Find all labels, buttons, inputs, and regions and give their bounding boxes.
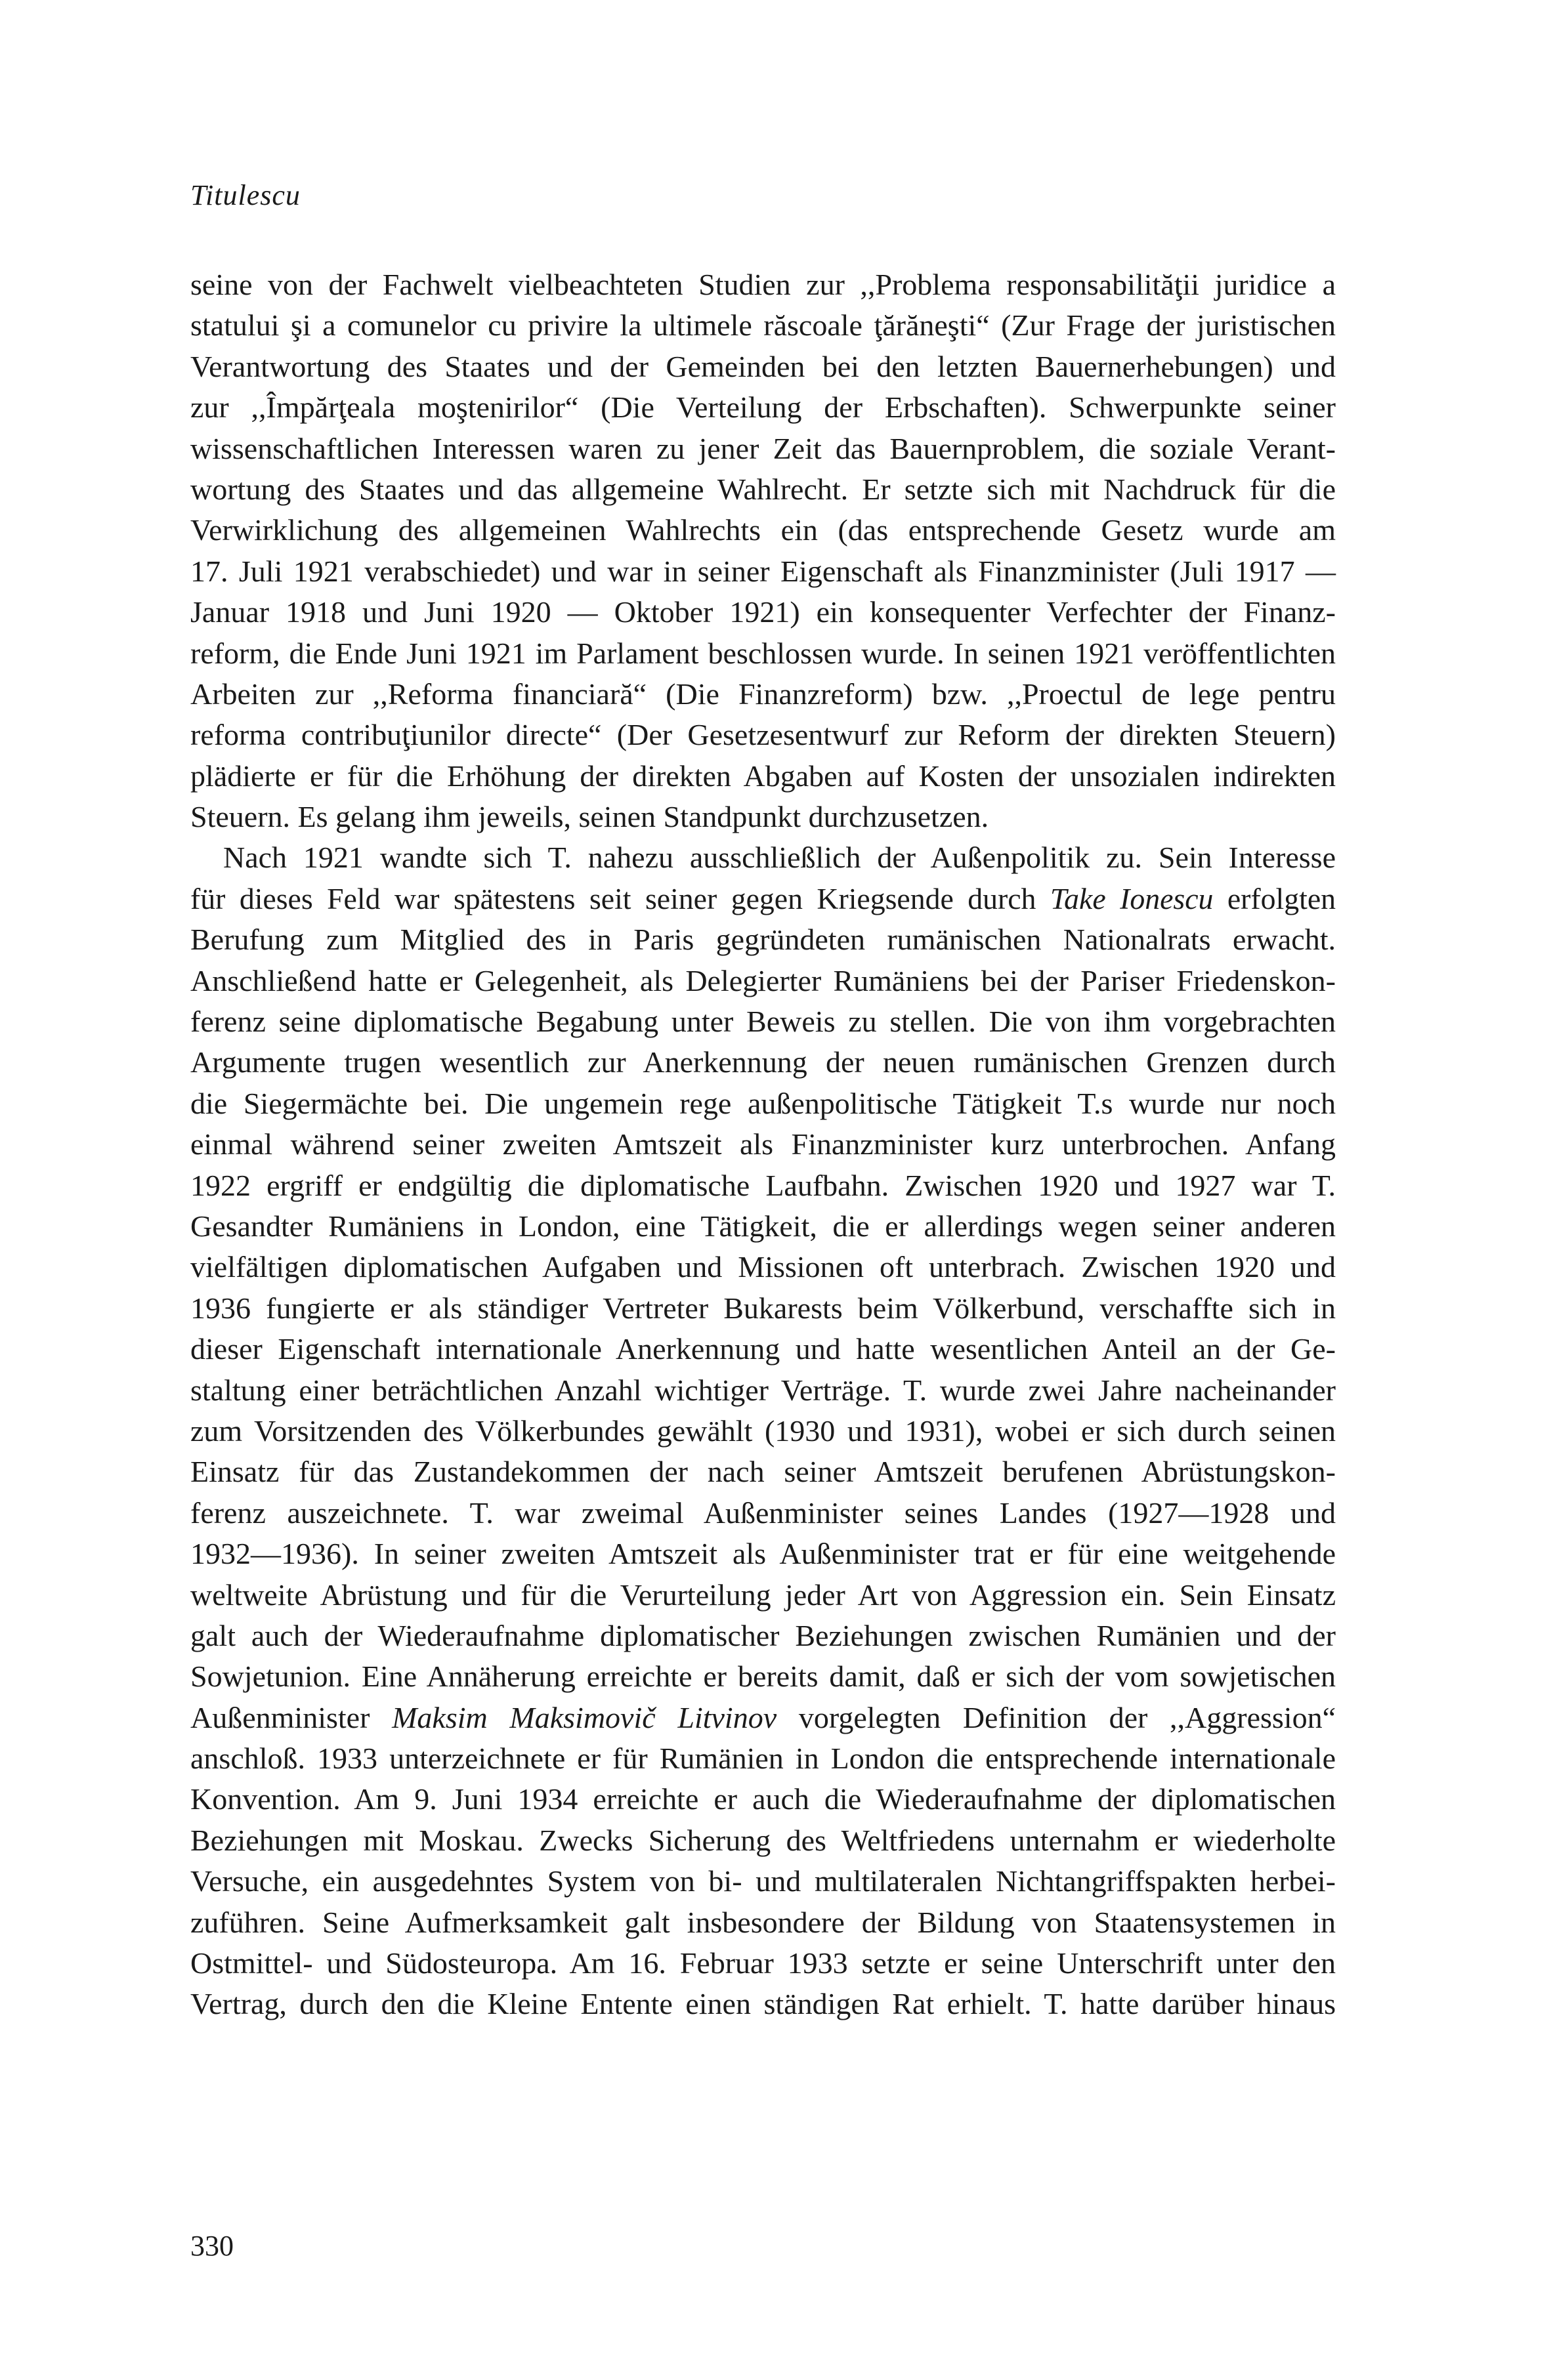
text-run: statului şi a comunelor cu privire la ultimele răscoale ţărăneşti“ (Zur Frage der juristischen — [190, 308, 1336, 343]
text-line — [190, 1329, 1336, 1369]
text-line — [190, 756, 1336, 797]
text-line — [190, 1411, 1336, 1451]
text-run: anschloß. 1933 unterzeichnete er für Rumänien in London die entsprechende internationale — [190, 1742, 1336, 1776]
text-run: Anschließend hatte er Gelegenheit, als Delegierter Rumäniens bei der Pariser Friedenskon- — [190, 963, 1336, 997]
text-run: Januar 1918 und Juni 1920 — Oktober 1921) ein konsequenter Verfechter der Finanz- — [190, 595, 1336, 629]
text-line — [190, 1247, 1336, 1287]
text-line — [190, 1984, 1336, 2024]
text-line — [190, 879, 1336, 919]
text-line — [190, 797, 1336, 837]
text-line — [190, 551, 1336, 592]
text-line — [190, 1083, 1336, 1124]
text-run: zur ,,Împărţeala moştenirilor“ (Die Verteilung der Erbschaften). Schwerpunkte seiner — [190, 390, 1336, 425]
text-run: Außenminister — [190, 1700, 393, 1734]
text-line — [190, 346, 1336, 387]
text-line — [190, 305, 1336, 346]
text-run: weltweite Abrüstung und für die Verurteilung jeder Art von Aggression ein. Sein Einsatz — [190, 1577, 1336, 1612]
text-run: galt auch der Wiederaufnahme diplomatischer Beziehungen zwischen Rumänien und der — [190, 1618, 1336, 1652]
text-line — [190, 592, 1336, 633]
text-line — [190, 1288, 1336, 1329]
text-run: Verwirklichung des allgemeinen Wahlrechts ein (das entsprechende Gesetz wurde am — [190, 513, 1336, 547]
text-line — [190, 1820, 1336, 1861]
italic-name: Take Ionescu — [1050, 881, 1214, 915]
text-run: für dieses Feld war spätestens seit seiner gegen Kriegsende durch — [190, 881, 1050, 915]
text-line — [190, 1738, 1336, 1779]
text-run: ferenz seine diplomatische Begabung unter Beweis zu stellen. Die von ihm vorgebrachten — [190, 1005, 1336, 1039]
text-line — [190, 715, 1336, 755]
text-run: dieser Eigenschaft internationale Anerkennung und hatte wesentlichen Anteil an der Ge- — [190, 1332, 1336, 1366]
text-line — [190, 1042, 1336, 1083]
text-line — [190, 387, 1336, 428]
text-line — [190, 837, 1336, 878]
text-line — [190, 264, 1336, 305]
text-run: wissenschaftlichen Interessen waren zu jener Zeit das Bauernproblem, die soziale Verant- — [190, 431, 1336, 465]
body-text — [190, 264, 1336, 2025]
text-run: Arbeiten zur ,,Reforma financiară“ (Die Finanzreform) bzw. ,,Proectul de lege pentru — [190, 677, 1336, 711]
text-line — [190, 1206, 1336, 1247]
text-line — [190, 1861, 1336, 1902]
text-line — [190, 1575, 1336, 1616]
text-run: reform, die Ende Juni 1921 im Parlament beschlossen wurde. In seinen 1921 veröffentlichten — [190, 636, 1336, 670]
text-run: zum Vorsitzenden des Völkerbundes gewählt (1930 und 1931), wobei er sich durch seinen — [190, 1413, 1336, 1448]
text-run: Verantwortung des Staates und der Gemeinden bei den letzten Bauernerhebungen) und — [190, 349, 1336, 383]
text-line — [190, 1616, 1336, 1656]
text-line — [190, 510, 1336, 551]
running-head: Titulescu — [190, 179, 301, 211]
text-run: Ostmittel- und Südosteuropa. Am 16. Februar 1933 setzte er seine Unterschrift unter den — [190, 1946, 1336, 1980]
text-line — [190, 1493, 1336, 1534]
text-run: zuführen. Seine Aufmerksamkeit galt insbesondere der Bildung von Staatensystemen in — [190, 1905, 1336, 1939]
text-run: Gesandter Rumäniens in London, eine Tätigkeit, die er allerdings wegen seiner anderen — [190, 1209, 1336, 1243]
page-number: 330 — [190, 2230, 234, 2262]
text-run: staltung einer beträchtlichen Anzahl wichtiger Verträge. T. wurde zwei Jahre nacheinander — [190, 1373, 1336, 1407]
text-run: Argumente trugen wesentlich zur Anerkennung der neuen rumänischen Grenzen durch — [190, 1045, 1336, 1079]
text-line — [190, 961, 1336, 1001]
text-run: Vertrag, durch den die Kleine Entente einen ständigen Rat erhielt. T. hatte darüber hinaus — [190, 1987, 1336, 2021]
text-line — [190, 1943, 1336, 1984]
text-line — [190, 1124, 1336, 1165]
text-line — [190, 1656, 1336, 1697]
text-line — [190, 674, 1336, 715]
text-line — [190, 1165, 1336, 1206]
text-run: 1932—1936). In seiner zweiten Amtszeit als Außenminister trat er für eine weitgehende — [190, 1537, 1336, 1571]
text-run: Beziehungen mit Moskau. Zwecks Sicherung des Weltfriedens unternahm er wiederholte — [190, 1823, 1336, 1857]
text-run: vorgelegten Definition der ,,Aggression“ — [777, 1700, 1336, 1734]
text-run: 1922 ergriff er endgültig die diplomatische Laufbahn. Zwischen 1920 und 1927 war T. — [190, 1168, 1336, 1202]
text-line — [190, 1902, 1336, 1943]
text-run: vielfältigen diplomatischen Aufgaben und Missionen oft unterbrach. Zwischen 1920 und — [190, 1250, 1336, 1284]
text-run: Nach 1921 wandte sich T. nahezu ausschließlich der Außenpolitik zu. Sein Interesse — [223, 841, 1336, 875]
text-line — [190, 1779, 1336, 1820]
text-run: Sowjetunion. Eine Annäherung erreichte er bereits damit, daß er sich der vom sowjetischen — [190, 1660, 1336, 1694]
text-run: erfolgten — [1213, 881, 1336, 915]
text-line — [190, 428, 1336, 469]
text-run: ferenz auszeichnete. T. war zweimal Außenminister seines Landes (1927—1928 und — [190, 1495, 1336, 1530]
text-run: plädierte er für die Erhöhung der direkten Abgaben auf Kosten der unsozialen indirekten — [190, 759, 1336, 793]
text-line — [190, 919, 1336, 960]
text-line — [190, 469, 1336, 510]
text-run: Steuern. Es gelang ihm jeweils, seinen Standpunkt durchzusetzen. — [190, 800, 989, 834]
text-run: die Siegermächte bei. Die ungemein rege außenpolitische Tätigkeit T.s wurde nur noch — [190, 1086, 1336, 1120]
text-run: Einsatz für das Zustandekommen der nach seiner Amtszeit berufenen Abrüstungskon- — [190, 1455, 1336, 1489]
text-line — [190, 633, 1336, 674]
text-line — [190, 1451, 1336, 1492]
text-line — [190, 1698, 1336, 1738]
text-run: Berufung zum Mitglied des in Paris gegründeten rumänischen Nationalrats erwacht. — [190, 923, 1336, 957]
text-run: reforma contribuţiunilor directe“ (Der Gesetzesentwurf zur Reform der direkten Steuern) — [190, 718, 1336, 752]
text-run: wortung des Staates und das allgemeine Wahlrecht. Er setzte sich mit Nachdruck für die — [190, 472, 1336, 506]
text-run: 1936 fungierte er als ständiger Vertreter Bukarests beim Völkerbund, verschaffte sich in — [190, 1291, 1336, 1325]
text-run: Versuche, ein ausgedehntes System von bi- und multilateralen Nichtangriffspakten herbei- — [190, 1864, 1336, 1898]
text-run: einmal während seiner zweiten Amtszeit als Finanzminister kurz unterbrochen. Anfang — [190, 1127, 1336, 1161]
text-run: 17. Juli 1921 verabschiedet) und war in seiner Eigenschaft als Finanzminister (Juli 1917 — — [190, 554, 1336, 588]
text-line — [190, 1370, 1336, 1411]
text-line — [190, 1001, 1336, 1042]
text-run: Konvention. Am 9. Juni 1934 erreichte er auch die Wiederaufnahme der diplomatischen — [190, 1782, 1336, 1816]
text-run: seine von der Fachwelt vielbeachteten Studien zur ,,Problema responsabilităţii juridice a — [190, 268, 1336, 301]
italic-name: Maksim Maksimovič Litvinov — [392, 1700, 777, 1734]
text-line — [190, 1534, 1336, 1574]
